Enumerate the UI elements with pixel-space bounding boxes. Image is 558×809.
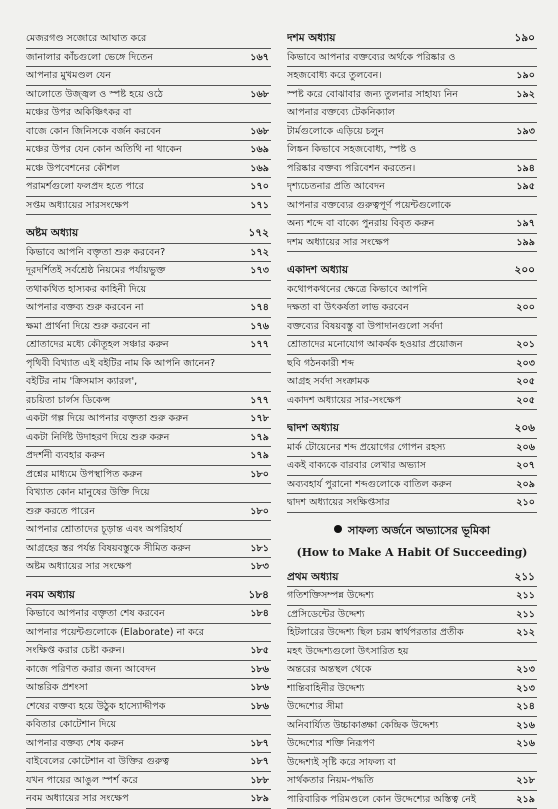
entry-title: শেষের বক্তব্য হয়ে উঠুক হাস্যোদ্দীপক — [26, 698, 165, 716]
entry-title: তথাকথিত হাস্যকর কাহিনী দিয়ে — [26, 281, 146, 299]
page-number: ১৬৮ — [250, 123, 269, 141]
toc-entry — [287, 717, 537, 736]
toc-entry — [287, 299, 537, 318]
entry-title: অনিবার্য্যিত উচ্চাকাঙ্ক্ষা কেন্দ্রিক উদ্দেশ্য — [287, 717, 438, 735]
page-number: ১৭১ — [250, 197, 269, 215]
page-number: ১৮০ — [250, 503, 269, 521]
page-number: ২১৬ — [516, 717, 535, 735]
page-number: ২০০ — [515, 262, 535, 280]
toc-entry — [26, 484, 271, 503]
page-number: ১৭২ — [249, 225, 269, 243]
page-number: ১৯২ — [516, 86, 535, 104]
page-number: ১৯০ — [515, 30, 535, 48]
entry-title: আপনার শ্রোতাদের চূড়ান্ত এবং অপরিহার্য — [26, 521, 182, 539]
toc-entry — [26, 178, 271, 197]
toc-entry — [287, 355, 537, 374]
page-number: ২০৬ — [516, 439, 535, 457]
page-number: ১৬৭ — [250, 49, 269, 67]
toc-entry — [26, 698, 271, 717]
page-number: ১৮৬ — [250, 698, 269, 716]
entry-title: বিখ্যাত কোন মানুষের উক্তি দিয়ে — [26, 484, 150, 502]
page-number: ১৯৪ — [516, 160, 535, 178]
entry-title: অষ্টম অধ্যায় — [26, 225, 78, 243]
toc-entry — [26, 661, 271, 680]
toc-entry — [26, 679, 271, 698]
entry-title: অন্য শব্দে বা বাক্যে পুনরায় বিবৃত করুন — [287, 215, 434, 233]
part-title-bengali: সাফল্য অর্জনে অভ্যাসের ভূমিকা — [334, 522, 490, 541]
toc-entry — [26, 753, 271, 772]
entry-title: শান্তিবাহিনীর উদ্দেশ্য — [287, 680, 364, 698]
page-number: ১৭০ — [250, 178, 269, 196]
toc-entry — [26, 642, 271, 661]
toc-entry — [26, 67, 271, 86]
page-number: ১৮৭ — [250, 753, 269, 771]
toc-entry — [26, 30, 271, 49]
toc-entry — [287, 215, 537, 234]
toc-entry — [287, 336, 537, 355]
toc-entry — [287, 123, 537, 142]
entry-title: উদ্দেশ্যের সীমা — [287, 698, 343, 716]
entry-title: আলোতে উজ্জ্বল ও স্পষ্ট হয়ে ওঠে — [26, 86, 163, 104]
page-number: ২০৩ — [516, 355, 535, 373]
toc-entry — [26, 410, 271, 429]
entry-title: মঞ্চের উপর যেন কোন অতিথি না থাকেন — [26, 141, 182, 159]
part-banner — [287, 519, 537, 559]
entry-title: দ্বাদশ অধ্যায়ের সংক্ষিপ্তসার — [287, 494, 390, 512]
page-number: ১৮৭ — [250, 735, 269, 753]
entry-title: হিটলারের উদ্দেশ্য ছিল চরম স্বার্থপরতার প্রতীক — [287, 624, 464, 642]
toc-entry — [26, 392, 271, 411]
toc-entry — [287, 373, 537, 392]
toc-entry — [26, 447, 271, 466]
toc-entry — [287, 476, 537, 495]
entry-title: আগ্রহ সর্বদা সংক্রামক — [287, 373, 369, 391]
toc-entry — [287, 735, 537, 754]
toc-entry — [26, 123, 271, 142]
page-number: ২০৭ — [516, 457, 535, 475]
toc-entry — [287, 392, 537, 411]
entry-title: বইটির নাম 'ক্রিসমাস ক্যারল', — [26, 373, 137, 391]
page-number: ১৭৪ — [250, 299, 269, 317]
toc-entry — [287, 643, 537, 662]
entry-title: দশম অধ্যায় — [287, 30, 335, 48]
page-number: ১৯৩ — [516, 123, 535, 141]
toc-entry — [287, 624, 537, 643]
page-number: ১৭৯ — [250, 429, 269, 447]
toc-entry — [26, 624, 271, 643]
entry-title: প্রদর্শনী ব্যবহার করুন — [26, 447, 105, 465]
page-number: ১৯৫ — [516, 178, 535, 196]
chapter-heading — [26, 225, 271, 244]
entry-title: অষ্টম অধ্যায়ের সার সংক্ষেপ — [26, 558, 132, 576]
toc-entry — [287, 754, 537, 773]
toc-entry — [287, 281, 537, 300]
entry-title: শুরু করতে পারেন — [26, 503, 95, 521]
toc-entry — [26, 86, 271, 105]
entry-title: কিভাবে আপনি বক্তৃতা শুরু করবেন? — [26, 244, 165, 262]
entry-title: কাজে পরিণত করার জন্য আবেদন — [26, 661, 156, 679]
entry-title: কবিতার কোটেশান দিয়ে — [26, 716, 116, 734]
entry-title: মহৎ উদ্দেশ্যগুলো উৎসারিত হয় — [287, 643, 408, 661]
entry-title: পারিবারিক পরিমণ্ডলে কোন উদ্দেশ্যের অস্তিত্ব নেই — [287, 791, 476, 809]
toc-entry — [26, 355, 271, 374]
entry-title: দূরদর্শিতই সর্বশ্রেষ্ঠ নিয়মের পর্যায়ভুক্ত — [26, 262, 165, 280]
page-number: ২১৩ — [516, 680, 535, 698]
page-number: ১৮৮ — [250, 772, 269, 790]
entry-title: দ্বাদশ অধ্যায় — [287, 420, 339, 438]
entry-title: মঞ্চের উপর অকিঞ্চিৎকর বা — [26, 104, 131, 122]
toc-entry — [26, 160, 271, 179]
entry-title: একটা নির্দিষ্ট উদাহরণ দিয়ে শুরু করুন — [26, 429, 169, 447]
entry-title: কিভাবে আপনার বক্তৃতা শেষ করবেন — [26, 605, 165, 623]
entry-title: সপ্তম অধ্যায়ের সারসংক্ষেপ — [26, 197, 129, 215]
page-number: ১৮৬ — [250, 661, 269, 679]
page-number: ১৭২ — [250, 244, 269, 262]
page-number: ২১৯ — [516, 791, 535, 809]
page-number: ১৬৮ — [250, 86, 269, 104]
toc-entry — [287, 67, 537, 86]
entry-title: একই বাক্যকে বারবার লেখার অভ্যাস — [287, 457, 426, 475]
page-number: ১৮৩ — [250, 558, 269, 576]
entry-title: টার্মগুলোকে এড়িয়ে চলুন — [287, 123, 384, 141]
entry-title: পরিষ্কার বক্তব্য পরিবেশন করতেন। — [287, 160, 415, 178]
entry-title: উদ্দেশ্যের শক্তি নিরূপণ — [287, 735, 375, 753]
toc-entry — [287, 86, 537, 105]
entry-title: সার্থকতার নিয়ম-পদ্ধতি — [287, 772, 374, 790]
entry-title: একাদশ অধ্যায়ের সার-সংক্ষেপ — [287, 392, 401, 410]
entry-title: বাইবেলের কোটেশান বা উক্তির গুরুত্ব — [26, 753, 169, 771]
page-number: ১৮৬ — [250, 679, 269, 697]
entry-title: দৃশ্যচেতনার প্রতি আবেদন — [287, 178, 385, 196]
section-gap — [26, 215, 271, 225]
entry-title: কিভাবে আপনার বক্তব্যের অর্থকে পরিষ্কার ও — [287, 49, 455, 67]
page-number: ২০৫ — [516, 373, 535, 391]
toc-entry — [26, 336, 271, 355]
toc-entry — [287, 494, 537, 513]
toc-entry — [26, 466, 271, 485]
toc-right-column — [287, 30, 537, 809]
entry-title: আগ্রহের স্তর পর্যন্ত বিষয়বস্তুকে সীমিত করুন — [26, 540, 191, 558]
entry-title: আপনার বক্তব্য শুরু করবেন না — [26, 299, 144, 317]
page-number: ১৮৫ — [250, 642, 269, 660]
entry-title: রচয়িতা চার্লস ডিকেন্স — [26, 392, 110, 410]
toc-entry — [26, 558, 271, 577]
toc-entry — [287, 680, 537, 699]
entry-title: গতিশক্তিসম্পন্ন উদ্দেশ্য — [287, 587, 374, 605]
entry-title: আপনার মুখমণ্ডল যেন — [26, 67, 111, 85]
entry-title: আপনার পয়েন্টগুলোকে (Elaborate) না করে — [26, 624, 204, 642]
entry-title: উদ্দেশ্যই সৃষ্টি করে সাফল্য বা — [287, 754, 396, 772]
page-number: ২১১ — [516, 606, 535, 624]
page-number: ২০৬ — [515, 420, 535, 438]
entry-title: জানালার কাঁচগুলো ভেঙ্গে দিতেন — [26, 49, 153, 67]
entry-title: যখন পায়ের আঙুল স্পর্শ করে — [26, 772, 138, 790]
part-title-english: (How to Make A Habit Of Succeeding) — [287, 546, 537, 559]
toc-entry — [287, 141, 537, 160]
entry-title: আন্তরিক প্রশংসা — [26, 679, 88, 697]
toc-entry — [26, 605, 271, 624]
entry-title: নবম অধ্যায় — [26, 587, 75, 605]
page-number: ২১১ — [515, 569, 535, 587]
page-number: ১৮৪ — [249, 587, 269, 605]
toc-entry — [26, 716, 271, 735]
page-number: ২১৪ — [516, 698, 535, 716]
toc-entry — [287, 49, 537, 68]
entry-title: প্রেসিডেন্টের উদ্দেশ্য — [287, 606, 365, 624]
toc-entry — [26, 521, 271, 540]
page-number: ১৮১ — [250, 540, 269, 558]
toc-entry — [26, 262, 271, 281]
section-gap — [287, 252, 537, 262]
toc-entry — [287, 234, 537, 253]
page-number: ২১৮ — [516, 772, 535, 790]
page-number: ২১৬ — [516, 735, 535, 753]
toc-entry — [287, 104, 537, 123]
toc-entry — [26, 373, 271, 392]
toc-entry — [26, 772, 271, 791]
entry-title: স্পষ্ট করে বোঝাবার জন্য তুলনার সাহায্য নিন — [287, 86, 458, 104]
entry-title: অন্তরের অন্তস্থল থেকে — [287, 661, 372, 679]
entry-title: মেজরগণ্ড সজোরে আঘাত করে — [26, 30, 146, 48]
entry-title: দশম অধ্যায়ের সার সংক্ষেপ — [287, 234, 389, 252]
toc-entry — [26, 735, 271, 754]
toc-entry — [26, 244, 271, 263]
chapter-heading — [287, 30, 537, 49]
page-number: ১৮৯ — [250, 790, 269, 808]
page-number: ১৭৭ — [250, 392, 269, 410]
toc-entry — [287, 439, 537, 458]
toc-entry — [287, 457, 537, 476]
page-number: ২০৫ — [516, 392, 535, 410]
toc-left-column — [26, 30, 271, 809]
page-number: ১৭৩ — [250, 262, 269, 280]
page-number: ২০৯ — [516, 476, 535, 494]
toc-entry — [26, 281, 271, 300]
entry-title: প্রথম অধ্যায় — [287, 569, 338, 587]
entry-title: একাদশ অধ্যায় — [287, 262, 348, 280]
toc-entry — [287, 587, 537, 606]
page-number: ১৮৪ — [250, 605, 269, 623]
toc-entry — [287, 606, 537, 625]
entry-title: আপনার বক্তব্য শেষ করুন — [26, 735, 124, 753]
entry-title: বাজে কোন জিনিসকে বর্জন করবেন — [26, 123, 161, 141]
entry-title: মঞ্চে উপবেশনের কৌশল — [26, 160, 120, 178]
toc-entry — [26, 318, 271, 337]
page-number: ১৭৬ — [250, 318, 269, 336]
page-number: ১৭৮ — [250, 410, 269, 428]
page-number: ১৯০ — [516, 67, 535, 85]
section-gap — [26, 577, 271, 587]
page-number: ১৯৯ — [516, 234, 535, 252]
toc-entry — [287, 661, 537, 680]
toc-entry — [26, 503, 271, 522]
entry-title: পৃথিবী বিখ্যাত এই বইটির নাম কি আপনি জানেন? — [26, 355, 215, 373]
page-number: ২১৩ — [516, 661, 535, 679]
entry-title: আপনার বক্তব্যে টেকনিক্যাল — [287, 104, 395, 122]
page-number: ১৯৭ — [516, 215, 535, 233]
chapter-heading — [287, 262, 537, 281]
entry-title: আপনার বক্তব্যের গুরুত্বপূর্ণ পয়েন্টগুলোকে — [287, 197, 451, 215]
entry-title: বক্তব্যের বিষয়বস্তু বা উপাদানগুলো সর্বদা — [287, 318, 443, 336]
toc-entry — [287, 318, 537, 337]
page-number: ১৬৯ — [250, 160, 269, 178]
toc-entry — [26, 49, 271, 68]
toc-entry — [26, 429, 271, 448]
entry-title: একটা গল্প দিয়ে আপনার বক্তৃতা শুরু করুন — [26, 410, 188, 428]
toc-entry — [26, 197, 271, 216]
chapter-heading — [26, 587, 271, 606]
entry-title: লিঙ্কন কিভাবে সহজবোধ্য, স্পষ্ট ও — [287, 141, 416, 159]
entry-title: দক্ষতা বা উৎকর্ষতা লাভ করবেন — [287, 299, 409, 317]
section-gap — [287, 410, 537, 420]
page-number: ১৮০ — [250, 466, 269, 484]
toc-entry — [287, 772, 537, 791]
page-number: ২০১ — [516, 336, 535, 354]
page-number: ২১০ — [516, 494, 535, 512]
entry-title: ছবি গঠনকারী শব্দ — [287, 355, 354, 373]
toc-entry — [26, 141, 271, 160]
toc-entry — [287, 698, 537, 717]
toc-entry — [287, 160, 537, 179]
entry-title: সহজবোধ্য করে তুলবেন। — [287, 67, 382, 85]
entry-title: পরামর্শগুলো ফলপ্রদ হতে পারে — [26, 178, 144, 196]
page-number: ১৬৯ — [250, 141, 269, 159]
chapter-heading — [287, 420, 537, 439]
entry-title: নবম অধ্যায়ের সার সংক্ষেপ — [26, 790, 129, 808]
toc-entry — [26, 790, 271, 809]
page-number: ১৭৭ — [250, 336, 269, 354]
page-number: ২১২ — [516, 624, 535, 642]
toc-entry — [287, 178, 537, 197]
toc-entry — [26, 104, 271, 123]
entry-title: ক্ষমা প্রার্থনা দিয়ে শুরু করবেন না — [26, 318, 150, 336]
entry-title: মার্ক টোয়েনের শব্দ প্রয়োগের গোপন রহস্য — [287, 439, 445, 457]
entry-title: কথোপকথনের ক্ষেত্রে কিভাবে আপনি — [287, 281, 427, 299]
toc-entry — [287, 197, 537, 216]
toc-entry — [26, 299, 271, 318]
page-number: ২০০ — [516, 299, 535, 317]
page-number: ২১১ — [516, 587, 535, 605]
page-number: ১৭৯ — [250, 447, 269, 465]
entry-title: শ্রোতাদের মধ্যে কৌতূহল সঞ্চার করুন — [26, 336, 169, 354]
entry-title: অব্যবহার্য পুরানো শব্দগুলোকে বাতিল করুন — [287, 476, 452, 494]
entry-title: প্রশ্নের মাধ্যমে উপস্থাপিত করুন — [26, 466, 142, 484]
chapter-heading — [287, 569, 537, 588]
entry-title: শ্রোতাদের মনোযোগ আকর্ষক হওয়ার প্রয়োজন — [287, 336, 463, 354]
toc-entry — [26, 540, 271, 559]
entry-title: সংক্ষিপ্ত করার চেষ্টা করুন। — [26, 642, 125, 660]
